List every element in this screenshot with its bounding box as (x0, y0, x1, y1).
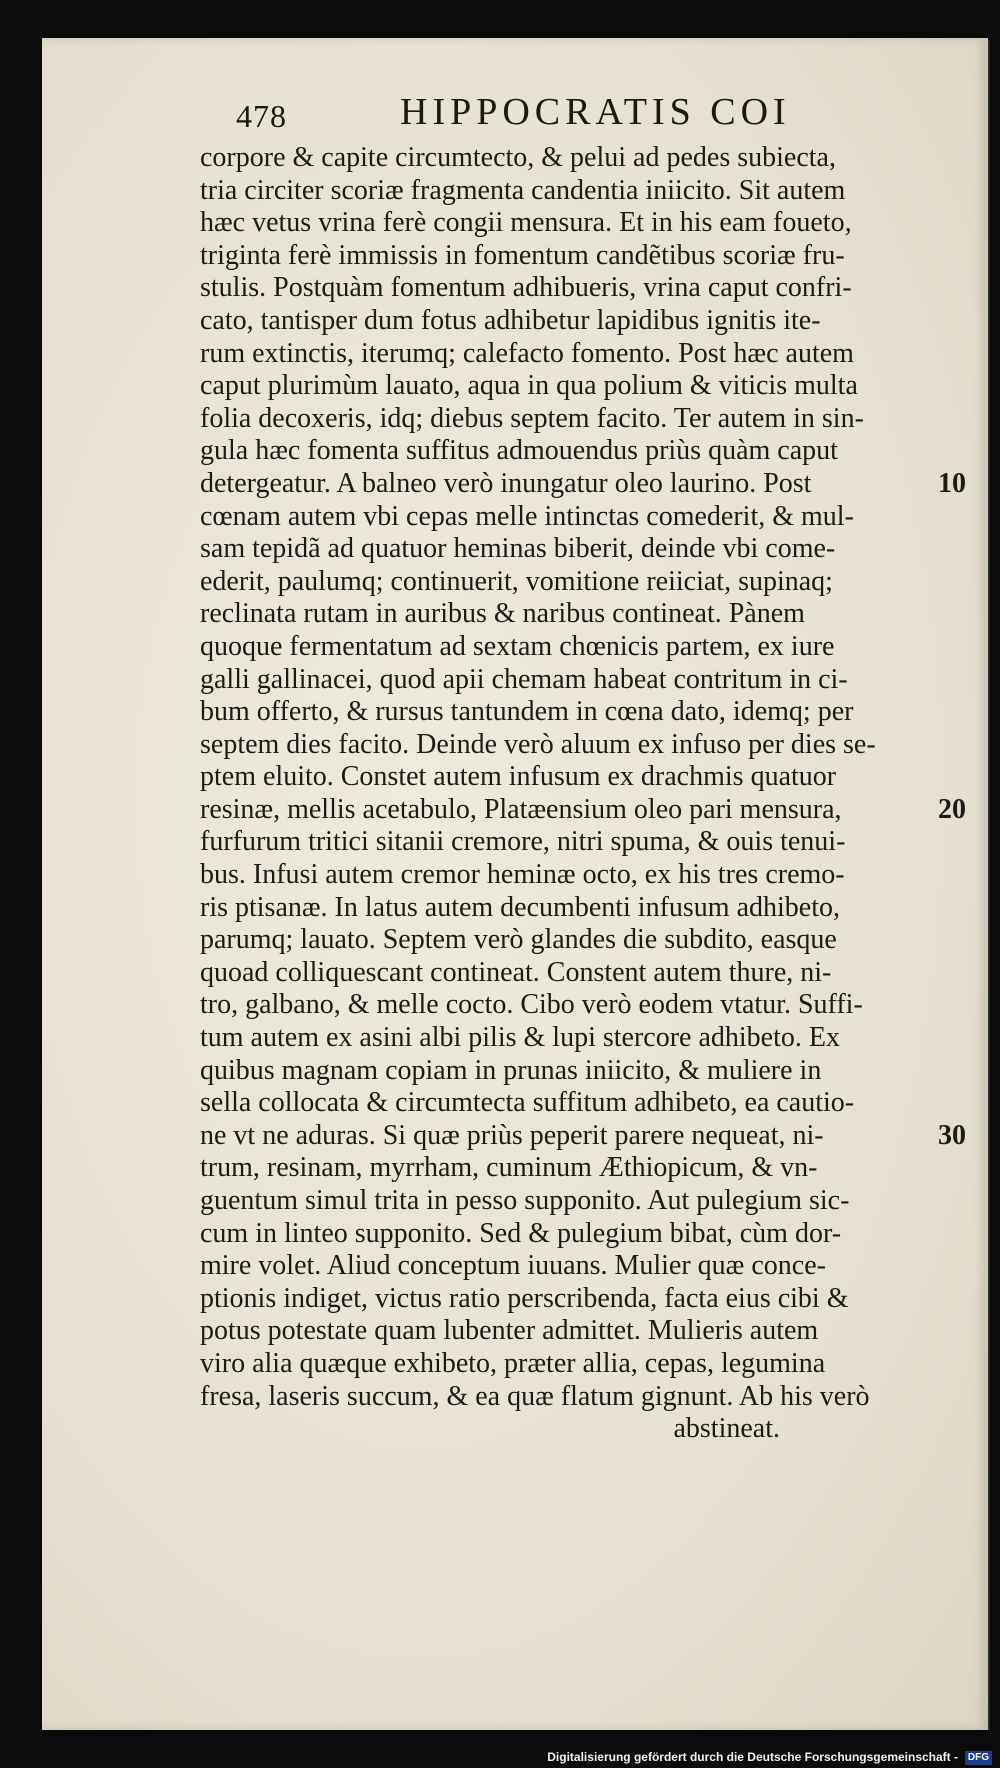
margin-line-number-20: 20 (938, 794, 966, 825)
margin-line-number-10: 10 (938, 468, 966, 499)
text-line: quoque fermentatum ad sextam chœnicis partem, ex iure (200, 630, 835, 662)
text-line: caput plurimùm lauato, aqua in qua polium & viticis multa (200, 370, 858, 402)
text-line: trum, resinam, myrrham, cuminum Æthiopicum, & vn- (200, 1152, 818, 1184)
text-line: ptionis indiget, victus ratio perscribenda, facta eius cibi & (200, 1282, 849, 1314)
body-text (200, 142, 960, 1446)
text-line: bus. Infusi autem cremor heminæ octo, ex his tres cremo- (200, 859, 845, 891)
text-line: septem dies facito. Deinde verò aluum ex infuso per dies se- (200, 728, 876, 760)
text-line: bum offerto, & rursus tantundem in cœna dato, idemq; per (200, 696, 854, 728)
text-line: quoad colliquescant contineat. Constent autem thure, ni- (200, 956, 832, 988)
text-line: quibus magnam copiam in prunas iniicito, & muliere in (200, 1054, 822, 1086)
text-line: ne vt ne aduras. Si quæ priùs peperit parere nequeat, ni- (200, 1119, 824, 1151)
text-line: corpore & capite circumtecto, & pelui ad pedes subiecta, (200, 142, 836, 173)
text-line: triginta ferè immissis in fomentum candẽtibus scoriæ fru- (200, 239, 845, 271)
text-line: furfurum tritici sitanii cremore, nitri spuma, & ouis tenui- (200, 826, 846, 858)
text-line: ptem eluito. Constet autem infusum ex drachmis quatuor (200, 761, 837, 793)
margin-line-number-30: 30 (938, 1120, 966, 1151)
text-line: folia decoxeris, idq; diebus septem facito. Ter autem in sin- (200, 402, 864, 434)
text-line: rum extinctis, iterumq; calefacto fomento. Post hæc autem (200, 337, 854, 369)
text-line: detergeatur. A balneo verò inungatur oleo laurino. Post (200, 467, 812, 499)
text-line: cato, tantisper dum fotus adhibetur lapidibus ignitis ite- (200, 304, 821, 336)
running-title: HIPPOCRATIS COI (400, 91, 791, 133)
dfg-logo-icon: DFG (965, 1751, 992, 1765)
catchword-line: abstineat. (673, 1413, 780, 1445)
text-line: resinæ, mellis acetabulo, Platæensium oleo pari mensura, (200, 793, 842, 825)
text-line: galli gallinacei, quod apii chemam habeat contritum in ci- (200, 663, 848, 695)
text-line: parumq; lauato. Septem verò glandes die subdito, easque (200, 924, 837, 956)
text-line: cum in linteo supponito. Sed & pulegium bibat, cùm dor- (200, 1217, 842, 1249)
text-line: sella collocata & circumtecta suffitum adhibeto, ea cautio- (200, 1087, 855, 1119)
text-line: cœnam autem vbi cepas melle intinctas comederit, & mul- (200, 500, 854, 532)
text-line: hæc vetus vrina ferè congii mensura. Et in his eam foueto, (200, 207, 852, 239)
text-line: ris ptisanæ. In latus autem decumbenti infusum adhibeto, (200, 891, 840, 923)
text-line: potus potestate quam lubenter admittet. Mulieris autem (200, 1315, 819, 1347)
text-line: viro alia quæque exhibeto, præter allia, cepas, legumina (200, 1347, 826, 1379)
text-line: reclinata rutam in auribus & naribus contineat. Pànem (200, 598, 805, 630)
funding-credit: Digitalisierung gefördert durch die Deutsche Forschungsgemeinschaft - (547, 1750, 958, 1764)
page-header (200, 88, 940, 138)
text-line: tum autem ex asini albi pilis & lupi stercore adhibeto. Ex (200, 1022, 840, 1054)
text-line: mire volet. Aliud conceptum iuuans. Mulier quæ conce- (200, 1250, 826, 1282)
footer-bar (0, 1748, 1000, 1768)
text-line: sam tepidã ad quatuor heminas biberit, deinde vbi come- (200, 533, 836, 565)
text-line: guentum simul trita in pesso supponito. Aut pulegium sic- (200, 1185, 850, 1216)
text-line: tria circiter scoriæ fragmenta candentia iniicito. Sit autem (200, 174, 846, 206)
text-line: fresa, laseris succum, & ea quæ flatum gignunt. Ab his verò (200, 1380, 870, 1412)
page-number: 478 (236, 98, 287, 134)
text-line: gula hæc fomenta suffitus admouendus priùs quàm caput (200, 435, 838, 467)
text-line: ederit, paulumq; continuerit, vomitione reiiciat, supinaq; (200, 565, 833, 597)
text-line: stulis. Postquàm fomentum adhibueris, vrina caput confri- (200, 272, 852, 304)
text-line: tro, galbano, & melle cocto. Cibo verò eodem vtatur. Suffi- (200, 989, 863, 1021)
